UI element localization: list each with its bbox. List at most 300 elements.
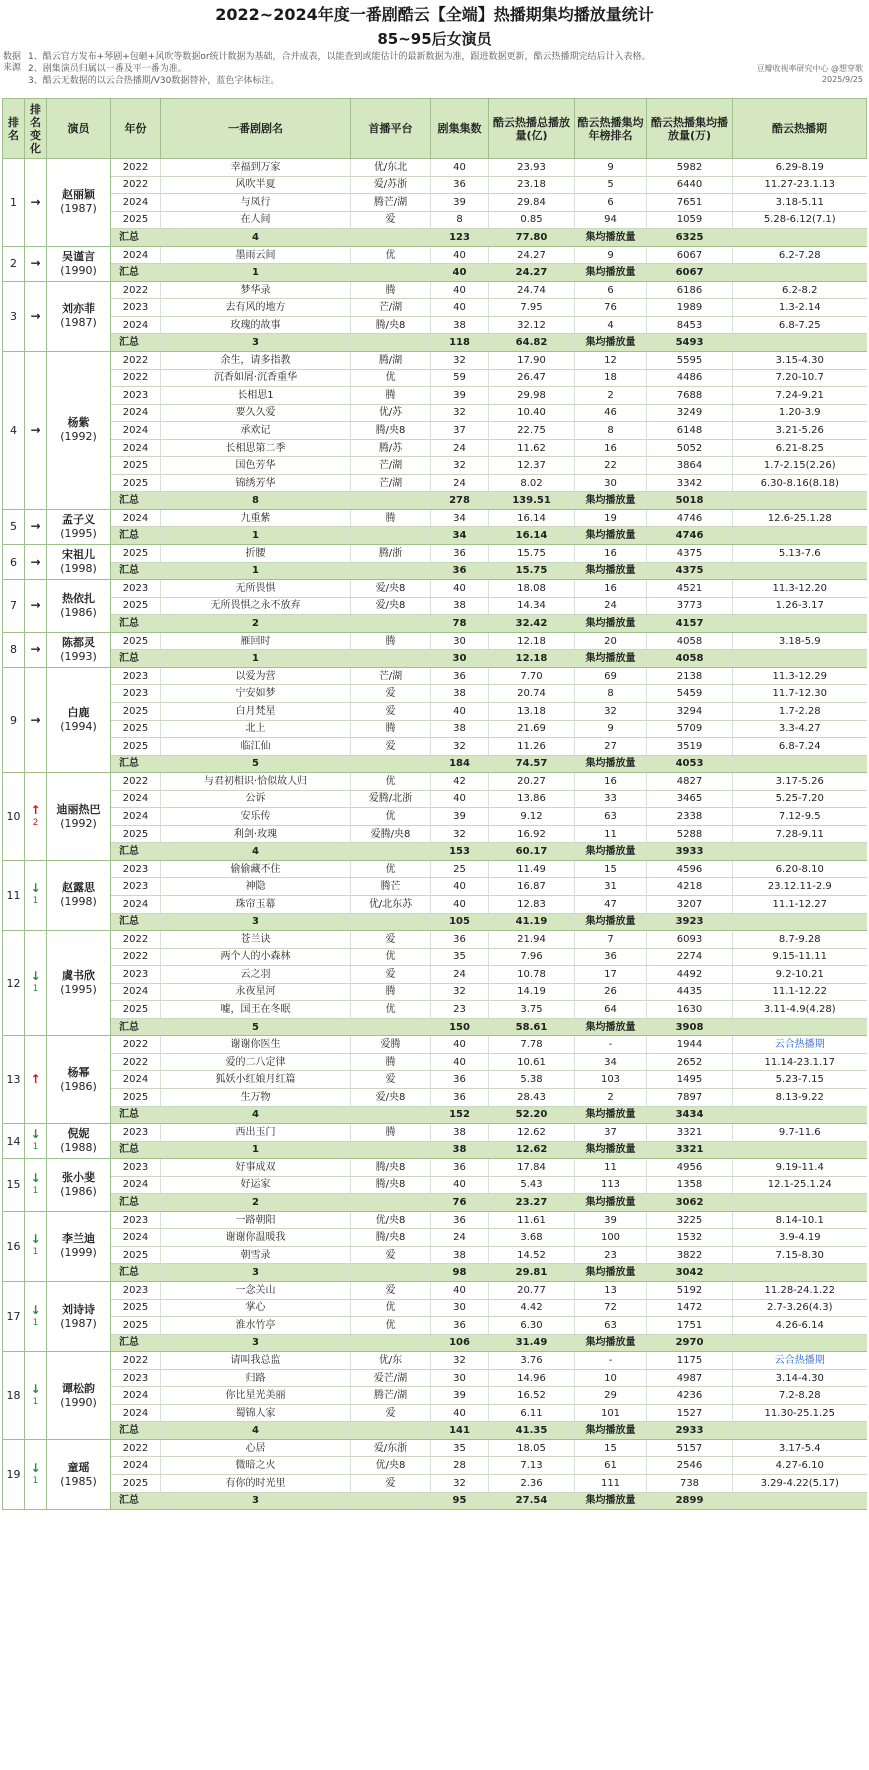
- total-views-cell: 10.78: [489, 966, 575, 984]
- actor-birth-year: (1986): [60, 1184, 97, 1198]
- summary-blank: [733, 334, 867, 352]
- drama-title-cell: 国色芳华: [161, 457, 351, 475]
- rank-cell: 15: [3, 1159, 25, 1212]
- actor-cell: [47, 246, 111, 281]
- arrow-right-icon: →: [30, 194, 41, 209]
- actor-name: 李兰迪: [62, 1232, 95, 1246]
- total-views-cell: 7.78: [489, 1036, 575, 1054]
- actor-cell: [47, 509, 111, 544]
- summary-row: [3, 1422, 867, 1440]
- table-row: [3, 1439, 867, 1457]
- platform-cell: 优: [351, 1299, 431, 1317]
- year-cell: 2025: [111, 211, 161, 229]
- year-cell: 2023: [111, 1159, 161, 1177]
- table-row: [3, 773, 867, 791]
- airing-period-cell: 7.20-10.7: [733, 369, 867, 387]
- year-cell: 2025: [111, 1299, 161, 1317]
- episodes-cell: 34: [431, 509, 489, 527]
- rank-change-cell: [25, 1211, 47, 1281]
- airing-period-cell: 11.7-12.30: [733, 685, 867, 703]
- summary-avg: 2970: [647, 1334, 733, 1352]
- platform-cell: 腾/央8: [351, 422, 431, 440]
- platform-cell: 爱腾: [351, 1036, 431, 1054]
- drama-title-cell: 锦绣芳华: [161, 474, 351, 492]
- avg-views-cell: 4596: [647, 860, 733, 878]
- year-cell: 2022: [111, 1439, 161, 1457]
- annual-rank-cell: 13: [575, 1282, 647, 1300]
- total-views-cell: 13.18: [489, 702, 575, 720]
- credit-date: 2025/9/25: [821, 75, 863, 84]
- note-line: 1、酷云官方发布+琴剧+包砸+风吹等数据or统计数据为基础，合并成表，以能查到或能估计的最新数据为准，跟进数据更新，酷云热播期完结后计入表格。: [28, 52, 651, 62]
- summary-episodes: 40: [431, 264, 489, 282]
- summary-label: 汇总: [111, 755, 161, 773]
- drama-title-cell: 一念关山: [161, 1282, 351, 1300]
- total-views-cell: 15.75: [489, 545, 575, 563]
- rank-cell: 4: [3, 352, 25, 510]
- summary-count: 1: [161, 527, 351, 545]
- annual-rank-cell: 4: [575, 316, 647, 334]
- total-views-cell: 20.27: [489, 773, 575, 791]
- summary-blank: [733, 755, 867, 773]
- drama-title-cell: 云之羽: [161, 966, 351, 984]
- episodes-cell: 40: [431, 1282, 489, 1300]
- total-views-cell: 16.14: [489, 509, 575, 527]
- annual-rank-cell: 11: [575, 1159, 647, 1177]
- summary-avg: 4375: [647, 562, 733, 580]
- summary-episodes: 76: [431, 1194, 489, 1212]
- airing-period-cell: 云合热播期: [733, 1036, 867, 1054]
- avg-views-cell: 1944: [647, 1036, 733, 1054]
- total-views-cell: 7.70: [489, 667, 575, 685]
- airing-period-cell: 9.2-10.21: [733, 966, 867, 984]
- episodes-cell: 40: [431, 1176, 489, 1194]
- drama-title-cell: 归路: [161, 1369, 351, 1387]
- drama-title-cell: 白月梵星: [161, 702, 351, 720]
- avg-views-cell: 1059: [647, 211, 733, 229]
- rank-change-cell: [25, 352, 47, 510]
- airing-period-cell: 3.18-5.9: [733, 632, 867, 650]
- table-row: [3, 1211, 867, 1229]
- table-row: [3, 1299, 867, 1317]
- avg-views-cell: 7651: [647, 194, 733, 212]
- summary-row: [3, 843, 867, 861]
- episodes-cell: 39: [431, 1387, 489, 1405]
- platform-cell: 腾/央8: [351, 316, 431, 334]
- summary-row: [3, 615, 867, 633]
- summary-views: 32.42: [489, 615, 575, 633]
- total-views-cell: 14.96: [489, 1369, 575, 1387]
- avg-views-cell: 3465: [647, 790, 733, 808]
- platform-cell: 优/东北: [351, 159, 431, 177]
- annual-rank-cell: 111: [575, 1475, 647, 1493]
- arrow-down-icon: ↓: [30, 1127, 41, 1142]
- airing-period-cell: 11.28-24.1.22: [733, 1282, 867, 1300]
- table-row: [3, 597, 867, 615]
- table-row: [3, 948, 867, 966]
- col-header: 一番剧剧名: [161, 99, 351, 159]
- rank-change-cell: [25, 246, 47, 281]
- episodes-cell: 32: [431, 1475, 489, 1493]
- summary-avg-label: 集均播放量: [575, 1492, 647, 1510]
- drama-title-cell: 九重紫: [161, 509, 351, 527]
- avg-views-cell: 3822: [647, 1246, 733, 1264]
- summary-row: [3, 1018, 867, 1036]
- platform-cell: 优/苏: [351, 404, 431, 422]
- notes-block: [28, 51, 651, 87]
- rank-change-cell: [25, 1159, 47, 1212]
- platform-cell: 腾: [351, 632, 431, 650]
- total-views-cell: 10.40: [489, 404, 575, 422]
- rank-change-cell: [25, 931, 47, 1036]
- table-row: [3, 1404, 867, 1422]
- arrow-down-icon: ↓: [30, 969, 41, 984]
- platform-cell: 爱: [351, 1475, 431, 1493]
- airing-period-cell: 23.12.11-2.9: [733, 878, 867, 896]
- summary-episodes: 150: [431, 1018, 489, 1036]
- platform-cell: 优: [351, 246, 431, 264]
- summary-label: 汇总: [111, 527, 161, 545]
- rank-change-cell: [25, 281, 47, 351]
- avg-views-cell: 3864: [647, 457, 733, 475]
- summary-avg: 5493: [647, 334, 733, 352]
- rank-cell: 8: [3, 632, 25, 667]
- avg-views-cell: 4987: [647, 1369, 733, 1387]
- total-views-cell: 7.13: [489, 1457, 575, 1475]
- total-views-cell: 9.12: [489, 808, 575, 826]
- avg-views-cell: 4956: [647, 1159, 733, 1177]
- summary-views: 64.82: [489, 334, 575, 352]
- year-cell: 2024: [111, 509, 161, 527]
- total-views-cell: 16.92: [489, 825, 575, 843]
- airing-period-cell: 3.14-4.30: [733, 1369, 867, 1387]
- platform-cell: 爱/央8: [351, 580, 431, 598]
- platform-cell: 优: [351, 948, 431, 966]
- annual-rank-cell: 24: [575, 597, 647, 615]
- summary-row: [3, 650, 867, 668]
- summary-avg-label: 集均播放量: [575, 843, 647, 861]
- drama-title-cell: 好运家: [161, 1176, 351, 1194]
- summary-label: 汇总: [111, 1141, 161, 1159]
- episodes-cell: 36: [431, 931, 489, 949]
- annual-rank-cell: 37: [575, 1124, 647, 1142]
- total-views-cell: 24.27: [489, 246, 575, 264]
- drama-title-cell: 蜀锦人家: [161, 1404, 351, 1422]
- year-cell: 2024: [111, 1387, 161, 1405]
- drama-title-cell: 墨雨云间: [161, 246, 351, 264]
- airing-period-cell: 3.17-5.4: [733, 1439, 867, 1457]
- credit-author: 豆瓣收视率研究中心 @想穿歌: [756, 64, 863, 73]
- year-cell: 2022: [111, 281, 161, 299]
- drama-title-cell: 嘘，国王在冬眠: [161, 1001, 351, 1019]
- summary-episodes: 153: [431, 843, 489, 861]
- episodes-cell: 40: [431, 878, 489, 896]
- platform-cell: 腾芒/湖: [351, 194, 431, 212]
- drama-title-cell: 有你的时光里: [161, 1475, 351, 1493]
- table-row: [3, 632, 867, 650]
- drama-title-cell: 北上: [161, 720, 351, 738]
- total-views-cell: 23.93: [489, 159, 575, 177]
- year-cell: 2024: [111, 422, 161, 440]
- total-views-cell: 3.68: [489, 1229, 575, 1247]
- total-views-cell: 5.38: [489, 1071, 575, 1089]
- platform-cell: 爱: [351, 931, 431, 949]
- airing-period-cell: 5.23-7.15: [733, 1071, 867, 1089]
- col-header: 演员: [47, 99, 111, 159]
- col-header: 排名: [3, 99, 25, 159]
- avg-views-cell: 3249: [647, 404, 733, 422]
- summary-avg: 6325: [647, 229, 733, 247]
- summary-episodes: 123: [431, 229, 489, 247]
- rank-cell: 10: [3, 773, 25, 861]
- actor-name: 吴谨言: [62, 249, 95, 263]
- episodes-cell: 24: [431, 966, 489, 984]
- summary-views: 139.51: [489, 492, 575, 510]
- year-cell: 2025: [111, 597, 161, 615]
- summary-avg: 3933: [647, 843, 733, 861]
- annual-rank-cell: 18: [575, 369, 647, 387]
- actor-birth-year: (1995): [60, 526, 97, 540]
- airing-period-cell: 1.26-3.17: [733, 597, 867, 615]
- actor-birth-year: (1987): [60, 1316, 97, 1330]
- summary-avg-label: 集均播放量: [575, 1141, 647, 1159]
- airing-period-cell: 云合热播期: [733, 1352, 867, 1370]
- summary-label: 汇总: [111, 615, 161, 633]
- airing-period-cell: 7.15-8.30: [733, 1246, 867, 1264]
- table-row: [3, 176, 867, 194]
- actor-cell: [47, 159, 111, 247]
- year-cell: 2022: [111, 176, 161, 194]
- summary-views: 77.80: [489, 229, 575, 247]
- drama-title-cell: 余生，请多指教: [161, 352, 351, 370]
- summary-label: 汇总: [111, 334, 161, 352]
- drama-title-cell: 微暗之火: [161, 1457, 351, 1475]
- year-cell: 2023: [111, 1211, 161, 1229]
- avg-views-cell: 4236: [647, 1387, 733, 1405]
- rank-change-number: 2: [32, 817, 39, 828]
- summary-episodes: 141: [431, 1422, 489, 1440]
- actor-birth-year: (1992): [60, 816, 97, 830]
- summary-avg: 6067: [647, 264, 733, 282]
- summary-blank: [351, 913, 431, 931]
- airing-period-cell: 3.15-4.30: [733, 352, 867, 370]
- platform-cell: 优: [351, 773, 431, 791]
- summary-label: 汇总: [111, 562, 161, 580]
- summary-count: 3: [161, 913, 351, 931]
- episodes-cell: 32: [431, 738, 489, 756]
- rank-change-cell: [25, 545, 47, 580]
- annual-rank-cell: 17: [575, 966, 647, 984]
- episodes-cell: 37: [431, 422, 489, 440]
- drama-title-cell: 承欢记: [161, 422, 351, 440]
- table-row: [3, 387, 867, 405]
- annual-rank-cell: 2: [575, 387, 647, 405]
- annual-rank-cell: 6: [575, 194, 647, 212]
- summary-row: [3, 913, 867, 931]
- episodes-cell: 40: [431, 246, 489, 264]
- airing-period-cell: 8.14-10.1: [733, 1211, 867, 1229]
- summary-row: [3, 1264, 867, 1282]
- summary-blank: [351, 264, 431, 282]
- episodes-cell: 8: [431, 211, 489, 229]
- rank-cell: 3: [3, 281, 25, 351]
- year-cell: 2022: [111, 1053, 161, 1071]
- summary-views: 23.27: [489, 1194, 575, 1212]
- airing-period-cell: 8.7-9.28: [733, 931, 867, 949]
- platform-cell: 腾/浙: [351, 545, 431, 563]
- actor-name: 赵露思: [62, 881, 95, 895]
- rank-change-cell: [25, 860, 47, 930]
- episodes-cell: 40: [431, 895, 489, 913]
- year-cell: 2025: [111, 1317, 161, 1335]
- drama-title-cell: 神隐: [161, 878, 351, 896]
- avg-views-cell: 1358: [647, 1176, 733, 1194]
- platform-cell: 芒/湖: [351, 299, 431, 317]
- year-cell: 2024: [111, 1176, 161, 1194]
- total-views-cell: 13.86: [489, 790, 575, 808]
- airing-period-cell: 5.28-6.12(7.1): [733, 211, 867, 229]
- airing-period-cell: 7.28-9.11: [733, 825, 867, 843]
- total-views-cell: 26.47: [489, 369, 575, 387]
- drama-title-cell: 沉香如屑·沉香重华: [161, 369, 351, 387]
- col-header: 年份: [111, 99, 161, 159]
- episodes-cell: 32: [431, 825, 489, 843]
- total-views-cell: 12.83: [489, 895, 575, 913]
- avg-views-cell: 6093: [647, 931, 733, 949]
- arrow-right-icon: →: [30, 519, 41, 534]
- avg-views-cell: 1175: [647, 1352, 733, 1370]
- total-views-cell: 32.12: [489, 316, 575, 334]
- year-cell: 2022: [111, 948, 161, 966]
- summary-row: [3, 1106, 867, 1124]
- avg-views-cell: 6148: [647, 422, 733, 440]
- avg-views-cell: 2338: [647, 808, 733, 826]
- annual-rank-cell: 76: [575, 299, 647, 317]
- annual-rank-cell: 23: [575, 1246, 647, 1264]
- year-cell: 2024: [111, 194, 161, 212]
- avg-views-cell: 4827: [647, 773, 733, 791]
- col-header: 首播平台: [351, 99, 431, 159]
- episodes-cell: 32: [431, 1352, 489, 1370]
- summary-blank: [351, 229, 431, 247]
- year-cell: 2023: [111, 1369, 161, 1387]
- actor-name: 刘亦菲: [62, 302, 95, 316]
- annual-rank-cell: 64: [575, 1001, 647, 1019]
- actor-name: 张小斐: [62, 1170, 95, 1184]
- summary-avg-label: 集均播放量: [575, 229, 647, 247]
- episodes-cell: 40: [431, 1036, 489, 1054]
- summary-count: 1: [161, 650, 351, 668]
- episodes-cell: 36: [431, 1159, 489, 1177]
- airing-period-cell: 5.25-7.20: [733, 790, 867, 808]
- summary-avg-label: 集均播放量: [575, 334, 647, 352]
- table-row: [3, 825, 867, 843]
- platform-cell: 芒/湖: [351, 667, 431, 685]
- actor-name: 谭松韵: [62, 1381, 95, 1395]
- annual-rank-cell: 8: [575, 422, 647, 440]
- actor-birth-year: (1987): [60, 316, 97, 330]
- airing-period-cell: 3.18-5.11: [733, 194, 867, 212]
- actor-birth-year: (1987): [60, 202, 97, 216]
- episodes-cell: 40: [431, 1053, 489, 1071]
- actor-cell: [47, 1159, 111, 1212]
- year-cell: 2025: [111, 1088, 161, 1106]
- summary-blank: [351, 650, 431, 668]
- platform-cell: 爱/央8: [351, 1088, 431, 1106]
- airing-period-cell: 3.21-5.26: [733, 422, 867, 440]
- drama-title-cell: 谢谢你温暖我: [161, 1229, 351, 1247]
- platform-cell: 腾: [351, 983, 431, 1001]
- arrow-right-icon: →: [30, 308, 41, 323]
- year-cell: 2025: [111, 632, 161, 650]
- avg-views-cell: 738: [647, 1475, 733, 1493]
- arrow-down-icon: ↓: [30, 1232, 41, 1247]
- summary-blank: [733, 1334, 867, 1352]
- summary-blank: [351, 492, 431, 510]
- actor-cell: [47, 1211, 111, 1281]
- actor-name: 倪妮: [67, 1127, 90, 1141]
- summary-avg-label: 集均播放量: [575, 650, 647, 668]
- table-row: [3, 983, 867, 1001]
- episodes-cell: 30: [431, 1299, 489, 1317]
- episodes-cell: 40: [431, 580, 489, 598]
- year-cell: 2023: [111, 667, 161, 685]
- summary-avg-label: 集均播放量: [575, 913, 647, 931]
- summary-avg: 2899: [647, 1492, 733, 1510]
- avg-views-cell: 1532: [647, 1229, 733, 1247]
- episodes-cell: 36: [431, 176, 489, 194]
- total-views-cell: 11.49: [489, 860, 575, 878]
- year-cell: 2025: [111, 474, 161, 492]
- actor-cell: [47, 860, 111, 930]
- actor-birth-year: (1999): [60, 1246, 97, 1260]
- rank-change-number: 1: [32, 896, 39, 907]
- rank-change-cell: [25, 667, 47, 772]
- summary-count: 2: [161, 1194, 351, 1212]
- avg-views-cell: 5288: [647, 825, 733, 843]
- summary-avg: 4058: [647, 650, 733, 668]
- avg-views-cell: 5982: [647, 159, 733, 177]
- platform-cell: 爱/苏浙: [351, 176, 431, 194]
- summary-row: [3, 1334, 867, 1352]
- summary-episodes: 184: [431, 755, 489, 773]
- summary-blank: [733, 650, 867, 668]
- actor-cell: [47, 1352, 111, 1440]
- avg-views-cell: 1989: [647, 299, 733, 317]
- episodes-cell: 42: [431, 773, 489, 791]
- drama-title-cell: 淮水竹亭: [161, 1317, 351, 1335]
- year-cell: 2024: [111, 983, 161, 1001]
- year-cell: 2024: [111, 1457, 161, 1475]
- table-row: [3, 369, 867, 387]
- episodes-cell: 59: [431, 369, 489, 387]
- arrow-down-icon: ↓: [30, 1170, 41, 1185]
- summary-avg-label: 集均播放量: [575, 1194, 647, 1212]
- annual-rank-cell: 46: [575, 404, 647, 422]
- summary-label: 汇总: [111, 913, 161, 931]
- drama-title-cell: 玫瑰的故事: [161, 316, 351, 334]
- year-cell: 2025: [111, 1001, 161, 1019]
- airing-period-cell: 3.11-4.9(4.28): [733, 1001, 867, 1019]
- summary-episodes: 98: [431, 1264, 489, 1282]
- summary-avg: 3321: [647, 1141, 733, 1159]
- summary-views: 12.62: [489, 1141, 575, 1159]
- summary-row: [3, 334, 867, 352]
- drama-title-cell: 折腰: [161, 545, 351, 563]
- platform-cell: 优/央8: [351, 1457, 431, 1475]
- avg-views-cell: 5595: [647, 352, 733, 370]
- episodes-cell: 40: [431, 281, 489, 299]
- drama-title-cell: 狐妖小红娘月红篇: [161, 1071, 351, 1089]
